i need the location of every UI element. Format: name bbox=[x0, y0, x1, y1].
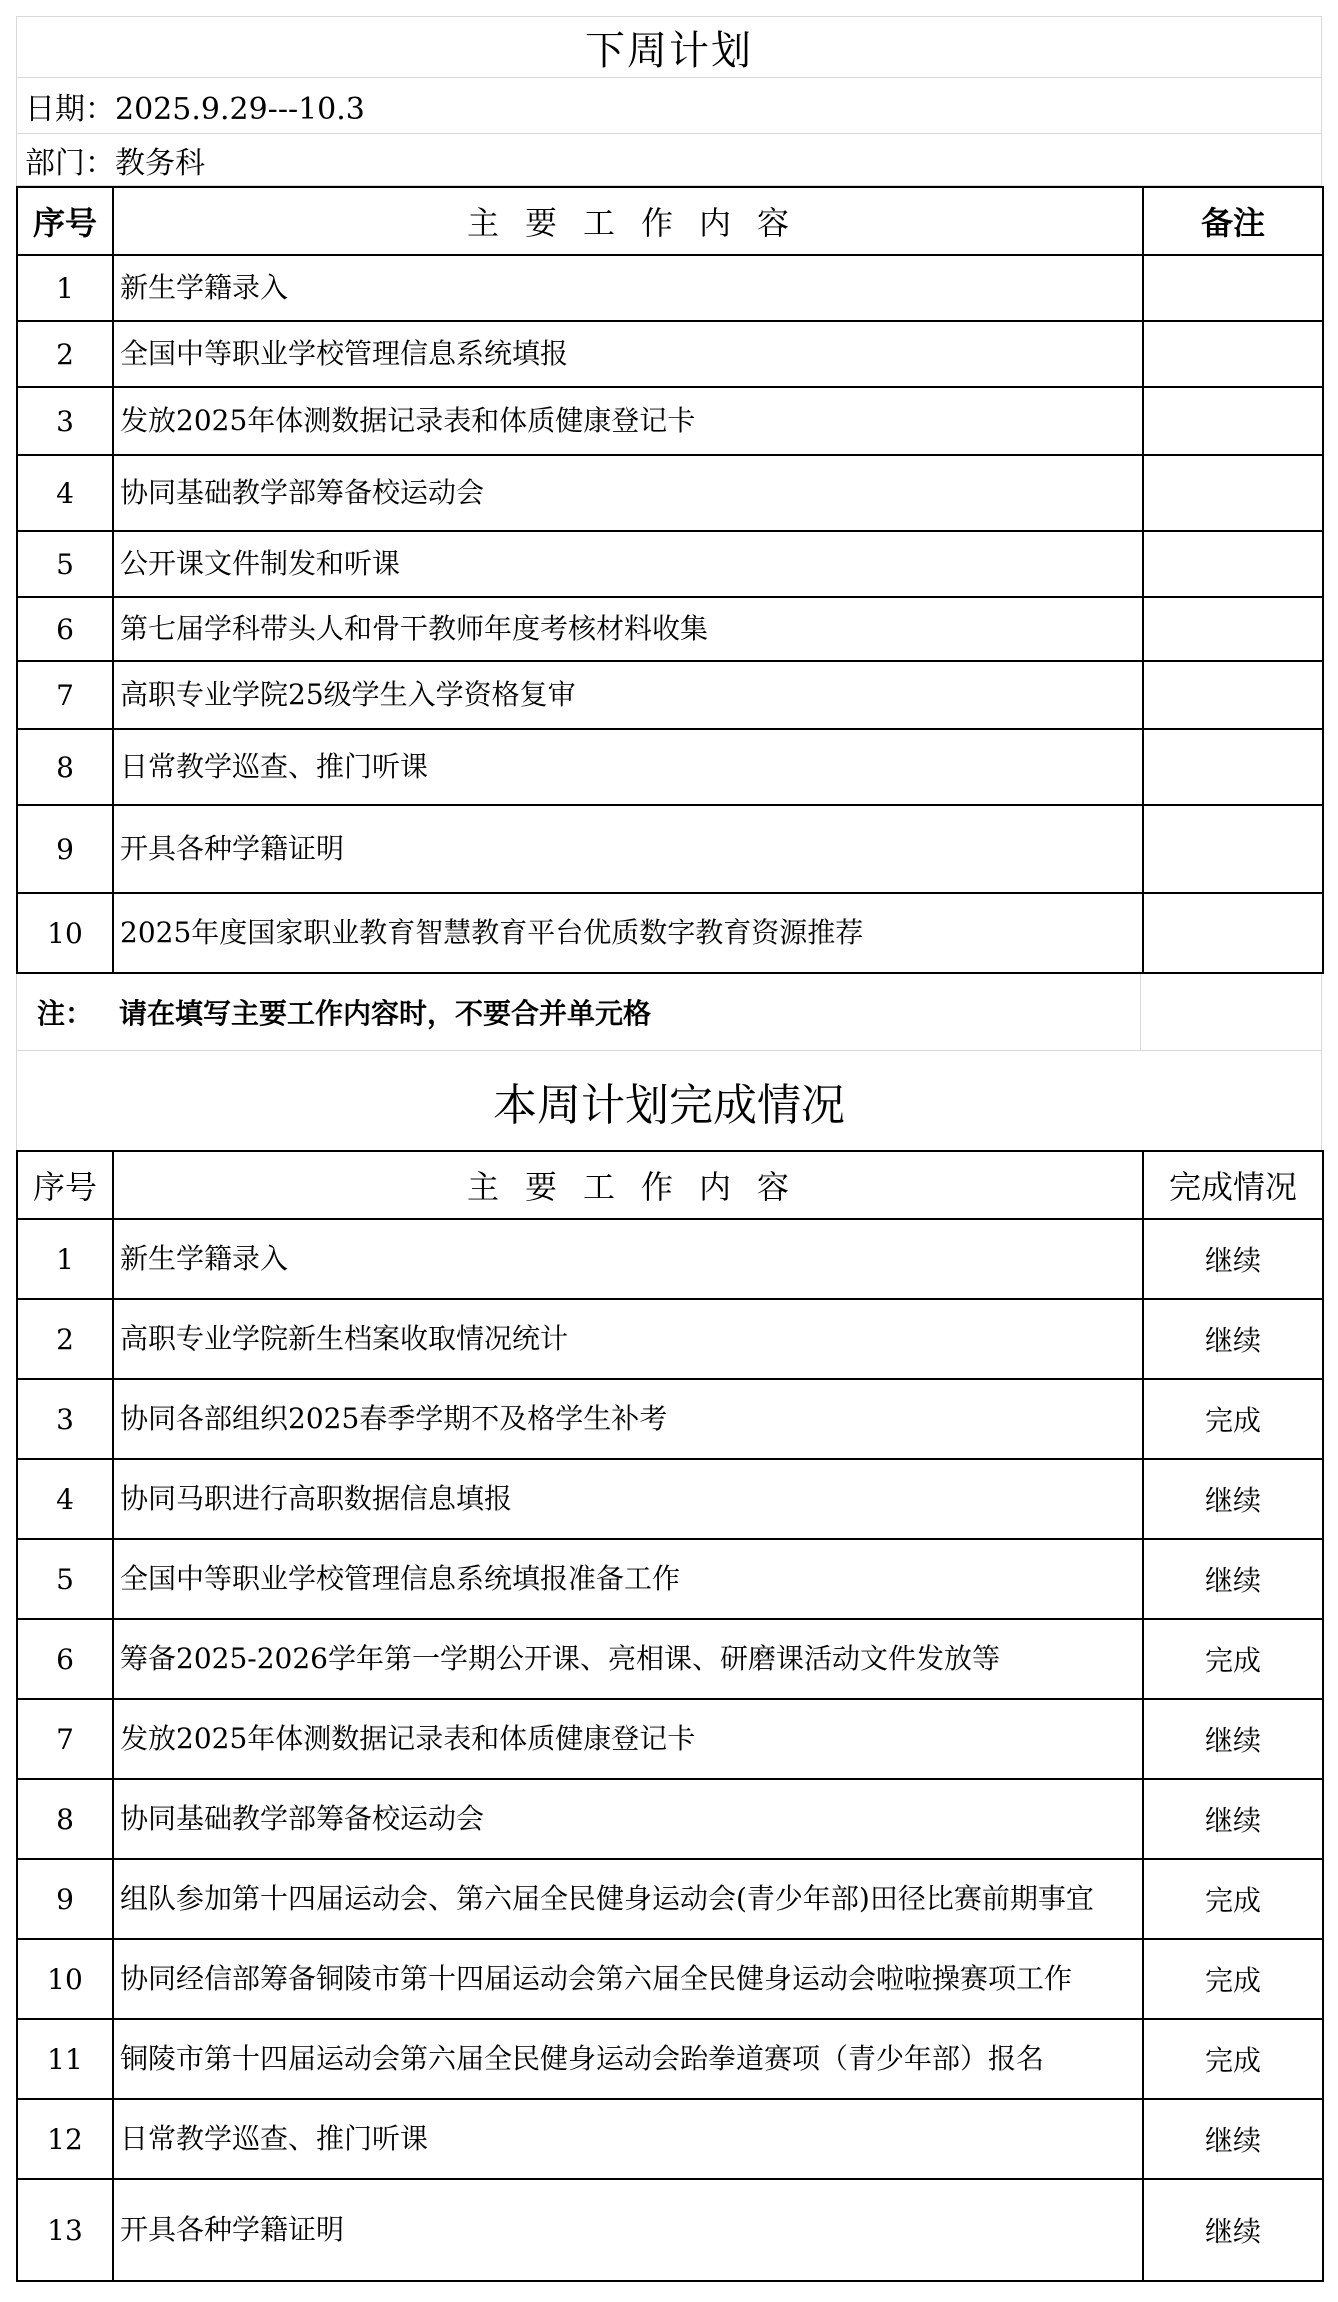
row-content: 协同马职进行高职数据信息填报 bbox=[113, 1459, 1143, 1539]
header-status: 完成情况 bbox=[1143, 1151, 1323, 1219]
row-seq: 5 bbox=[17, 531, 113, 597]
table-row bbox=[17, 893, 1323, 973]
row-content: 全国中等职业学校管理信息系统填报 bbox=[113, 321, 1143, 387]
row-seq: 9 bbox=[17, 805, 113, 893]
row-seq: 1 bbox=[17, 1219, 113, 1299]
row-content: 发放2025年体测数据记录表和体质健康登记卡 bbox=[113, 387, 1143, 455]
row-content: 发放2025年体测数据记录表和体质健康登记卡 bbox=[113, 1699, 1143, 1779]
row-content: 公开课文件制发和听课 bbox=[113, 531, 1143, 597]
table-row bbox=[17, 1379, 1323, 1459]
row-content: 日常教学巡查、推门听课 bbox=[113, 729, 1143, 805]
row-remark bbox=[1143, 729, 1323, 805]
row-status: 继续 bbox=[1143, 1779, 1323, 1859]
row-status: 继续 bbox=[1143, 1539, 1323, 1619]
row-status: 继续 bbox=[1143, 1299, 1323, 1379]
header-seq: 序号 bbox=[17, 1151, 113, 1219]
row-content: 协同基础教学部筹备校运动会 bbox=[113, 1779, 1143, 1859]
row-seq: 8 bbox=[17, 729, 113, 805]
this-week-table bbox=[16, 1150, 1324, 2282]
row-content: 协同经信部筹备铜陵市第十四届运动会第六届全民健身运动会啦啦操赛项工作 bbox=[113, 1939, 1143, 2019]
row-seq: 5 bbox=[17, 1539, 113, 1619]
table-row bbox=[17, 729, 1323, 805]
table-row bbox=[17, 2099, 1323, 2179]
header-content: 主要工作内容 bbox=[113, 1151, 1143, 1219]
row-seq: 4 bbox=[17, 1459, 113, 1539]
row-seq: 11 bbox=[17, 2019, 113, 2099]
row-content: 开具各种学籍证明 bbox=[113, 2179, 1143, 2281]
table-row bbox=[17, 661, 1323, 729]
row-status: 完成 bbox=[1143, 2019, 1323, 2099]
document-sheet bbox=[16, 16, 1322, 2282]
table-row bbox=[17, 455, 1323, 531]
row-content: 筹备2025-2026学年第一学期公开课、亮相课、研磨课活动文件发放等 bbox=[113, 1619, 1143, 1699]
row-content: 铜陵市第十四届运动会第六届全民健身运动会跆拳道赛项（青少年部）报名 bbox=[113, 2019, 1143, 2099]
row-content: 协同基础教学部筹备校运动会 bbox=[113, 455, 1143, 531]
row-content: 日常教学巡查、推门听课 bbox=[113, 2099, 1143, 2179]
row-content: 新生学籍录入 bbox=[113, 1219, 1143, 1299]
row-remark bbox=[1143, 661, 1323, 729]
row-remark bbox=[1143, 597, 1323, 661]
table-row bbox=[17, 1859, 1323, 1939]
row-seq: 6 bbox=[17, 597, 113, 661]
row-status: 继续 bbox=[1143, 2179, 1323, 2281]
table-row bbox=[17, 2179, 1323, 2281]
department-label: 部门：教务科 bbox=[16, 134, 1322, 186]
table-row bbox=[17, 321, 1323, 387]
header-seq: 序号 bbox=[17, 187, 113, 255]
row-content: 2025年度国家职业教育智慧教育平台优质数字教育资源推荐 bbox=[113, 893, 1143, 973]
this-week-title: 本周计划完成情况 bbox=[16, 1050, 1322, 1150]
row-seq: 10 bbox=[17, 1939, 113, 2019]
row-status: 继续 bbox=[1143, 1459, 1323, 1539]
row-content: 高职专业学院新生档案收取情况统计 bbox=[113, 1299, 1143, 1379]
note-text: 请在填写主要工作内容时，不要合并单元格 bbox=[113, 974, 1141, 1050]
header-content: 主要工作内容 bbox=[113, 187, 1143, 255]
date-label: 日期：2025.9.29---10.3 bbox=[16, 78, 1322, 134]
table-row bbox=[17, 1699, 1323, 1779]
row-status: 继续 bbox=[1143, 2099, 1323, 2179]
table-row bbox=[17, 1939, 1323, 2019]
row-status: 完成 bbox=[1143, 1379, 1323, 1459]
table-row bbox=[17, 597, 1323, 661]
row-seq: 9 bbox=[17, 1859, 113, 1939]
table-row bbox=[17, 2019, 1323, 2099]
table-row bbox=[17, 1219, 1323, 1299]
row-seq: 3 bbox=[17, 387, 113, 455]
row-content: 高职专业学院25级学生入学资格复审 bbox=[113, 661, 1143, 729]
table-row bbox=[17, 255, 1323, 321]
row-status: 继续 bbox=[1143, 1699, 1323, 1779]
table-row bbox=[17, 1299, 1323, 1379]
table-row bbox=[17, 1539, 1323, 1619]
table-row bbox=[17, 1459, 1323, 1539]
note-label: 注： bbox=[36, 997, 93, 1030]
row-status: 完成 bbox=[1143, 1619, 1323, 1699]
row-seq: 7 bbox=[17, 1699, 113, 1779]
row-content: 开具各种学籍证明 bbox=[113, 805, 1143, 893]
next-week-table bbox=[16, 186, 1324, 974]
row-content: 全国中等职业学校管理信息系统填报准备工作 bbox=[113, 1539, 1143, 1619]
row-content: 组队参加第十四届运动会、第六届全民健身运动会(青少年部)田径比赛前期事宜 bbox=[113, 1859, 1143, 1939]
row-status: 完成 bbox=[1143, 1939, 1323, 2019]
table-row bbox=[17, 805, 1323, 893]
row-seq: 10 bbox=[17, 893, 113, 973]
row-seq: 8 bbox=[17, 1779, 113, 1859]
table-row bbox=[17, 387, 1323, 455]
row-seq: 6 bbox=[17, 1619, 113, 1699]
row-seq: 4 bbox=[17, 455, 113, 531]
table-row bbox=[17, 531, 1323, 597]
row-status: 继续 bbox=[1143, 1219, 1323, 1299]
row-remark bbox=[1143, 255, 1323, 321]
row-remark bbox=[1143, 321, 1323, 387]
header-remark: 备注 bbox=[1143, 187, 1323, 255]
row-seq: 12 bbox=[17, 2099, 113, 2179]
row-seq: 3 bbox=[17, 1379, 113, 1459]
row-seq: 13 bbox=[17, 2179, 113, 2281]
row-seq: 2 bbox=[17, 1299, 113, 1379]
next-week-title: 下周计划 bbox=[16, 16, 1322, 78]
table-row bbox=[17, 1779, 1323, 1859]
row-content: 协同各部组织2025春季学期不及格学生补考 bbox=[113, 1379, 1143, 1459]
row-seq: 2 bbox=[17, 321, 113, 387]
row-seq: 1 bbox=[17, 255, 113, 321]
row-remark bbox=[1143, 531, 1323, 597]
row-status: 完成 bbox=[1143, 1859, 1323, 1939]
table-row bbox=[17, 1619, 1323, 1699]
row-remark bbox=[1143, 805, 1323, 893]
row-remark bbox=[1143, 893, 1323, 973]
row-remark bbox=[1143, 387, 1323, 455]
row-content: 第七届学科带头人和骨干教师年度考核材料收集 bbox=[113, 597, 1143, 661]
note-row bbox=[16, 974, 1322, 1050]
row-seq: 7 bbox=[17, 661, 113, 729]
row-content: 新生学籍录入 bbox=[113, 255, 1143, 321]
row-remark bbox=[1143, 455, 1323, 531]
